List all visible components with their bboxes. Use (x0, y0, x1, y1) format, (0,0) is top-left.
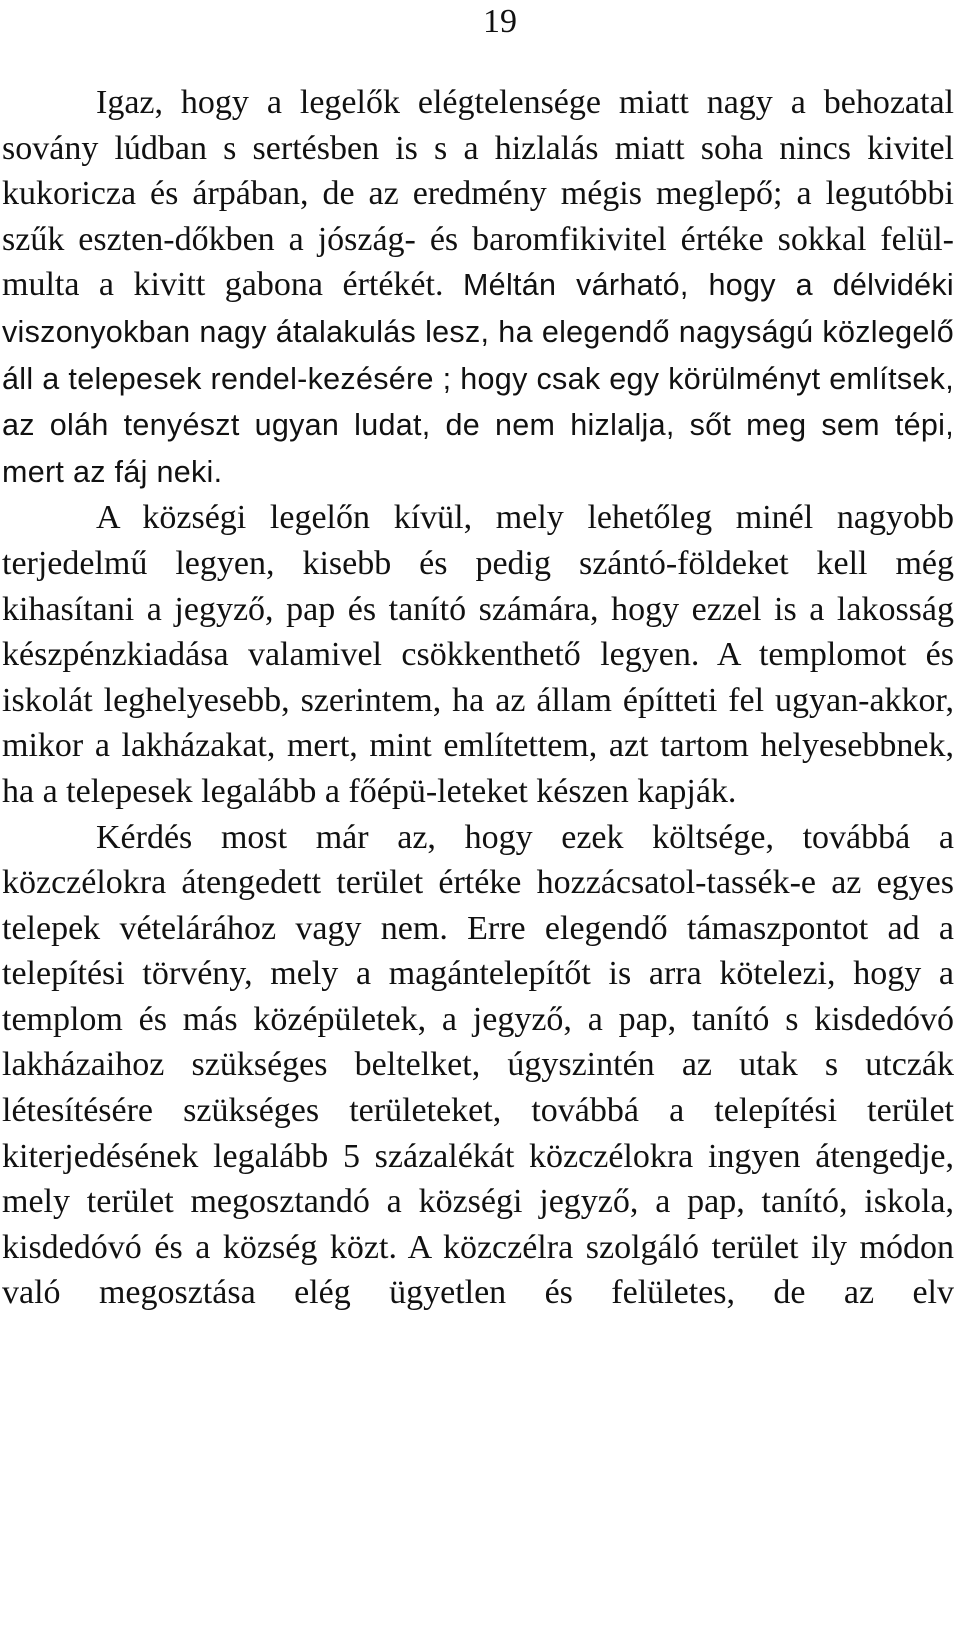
paragraph-3-segment-1: Kérdés most már az, hogy ezek költsége, továbbá a közczélokra átengedett terület értéke hozzácsatol-tassék-e az egyes telepek vételárához vagy nem. Erre elegendő támaszpontot ad a telepítési törvény, mely a magántelepítőt is arra kötelezi, hogy a templom és más középületek, a jegyző, a pap, tanító s kisdedóvó lakházaihoz szükséges beltelket, úgyszintén az utak s utczák létesítésére szükséges területeket, továbbá a telepítési terület kiterjedésének legalább 5 százalékát közczélokra ingyen átengedje, mely terület megosztandó a községi jegyző, a pap, tanító, iskola, kisdedóvó és a község közt. A közczélra szolgáló terület ily módon való megosztása elég ügyetlen és felületes, de az elv (2, 818, 954, 1312)
body-text (0, 80, 960, 1316)
paragraph-2 (2, 495, 954, 814)
paragraph-3 (2, 815, 954, 1317)
paragraph-1-segment-1: Igaz, hogy a legelők elégtelensége miatt nagy a behozatal sovány lúdban s sertésben is s a hizlalás miatt soha nincs kivitel kukoricza és árpában, de az eredmény mégis meglepő; a legutóbbi szűk eszten-dőkben a jószág- és baromfikivitel értéke sokkal felül-multa a kivitt gabona értékét. (2, 84, 954, 304)
paragraph-2-segment-1: A községi legelőn kívül, mely lehetőleg minél nagyobb terjedelmű legyen, kisebb és pedig szántó-földeket kell még kihasítani a jegyző, pap és tanító számára, hogy ezzel is a lakosság készpénzkiadása valamivel csökkenthető legyen. A templomot és iskolát leghelyesebb, szerintem, ha az állam építteti fel ugyan-akkor, mikor a lakházakat, mert, mint említettem, azt tartom helyesebbnek, ha a telepesek legalább a főépü-leteket készen kapják. (2, 499, 954, 810)
paragraph-1-segment-2: Méltán várható, hogy a délvidéki viszonyokban nagy átalakulás lesz, ha elegendő nagyságú közlegelő áll a telepesek rendel-kezésére ; hogy csak egy körülményt említsek, az oláh tenyészt ugyan ludat, de nem hizlalja, sőt meg sem tépi, mert az fáj neki. (2, 268, 954, 489)
paragraph-1 (2, 80, 954, 495)
page-number: 19 (483, 3, 517, 40)
